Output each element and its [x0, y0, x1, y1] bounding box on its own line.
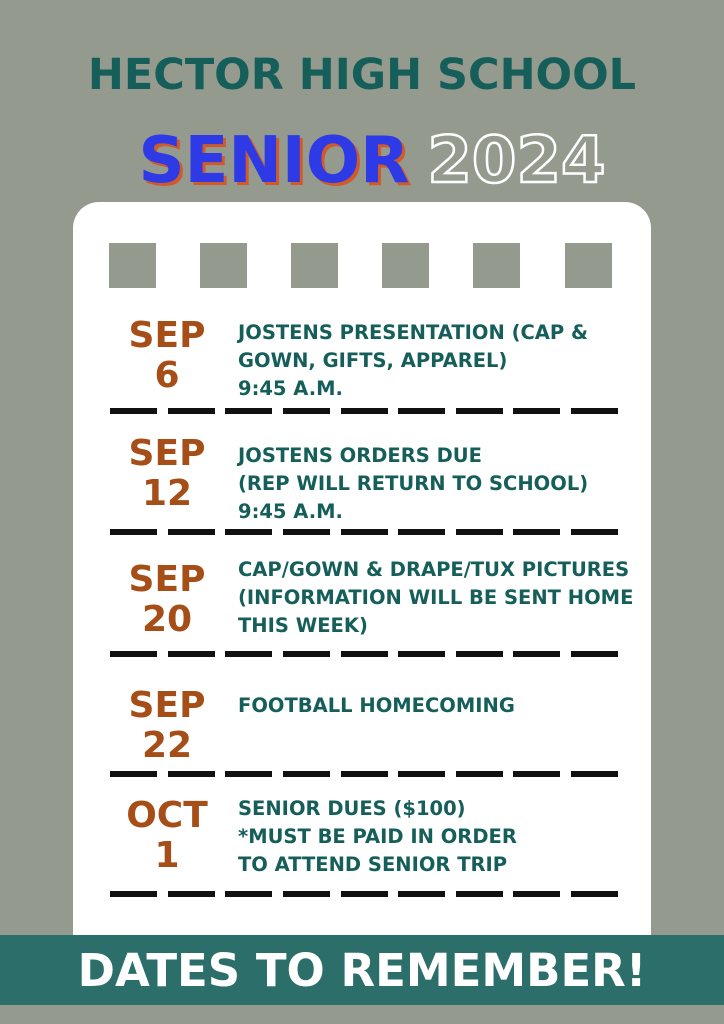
dashed-divider — [110, 651, 618, 657]
event-detail-line: JOSTENS ORDERS DUE — [238, 444, 482, 467]
divider-dash — [168, 891, 215, 897]
divider-dash — [456, 408, 503, 414]
divider-dash — [513, 651, 560, 657]
divider-dash — [341, 408, 388, 414]
divider-dash — [398, 771, 445, 777]
event-day: 12 — [141, 473, 193, 514]
divider-dash — [110, 891, 157, 897]
divider-dash — [571, 891, 618, 897]
divider-dash — [398, 891, 445, 897]
divider-dash — [398, 529, 445, 535]
divider-dash — [168, 408, 215, 414]
divider-dash — [225, 771, 272, 777]
event-detail-line: *MUST BE PAID IN ORDER — [238, 825, 517, 848]
divider-dash — [283, 651, 330, 657]
divider-dash — [110, 771, 157, 777]
event-month: SEP — [128, 433, 206, 474]
year-label: 2024 — [427, 124, 606, 198]
divider-dash — [225, 891, 272, 897]
divider-dash — [341, 651, 388, 657]
divider-dash — [456, 651, 503, 657]
event-month: OCT — [126, 795, 208, 836]
divider-dash — [571, 408, 618, 414]
dashed-divider — [110, 891, 618, 897]
event-detail-line: GOWN, GIFTS, APPAREL) — [238, 349, 508, 372]
dashed-divider — [110, 771, 618, 777]
event-detail-line: 9:45 A.M. — [238, 500, 343, 523]
event-date — [113, 686, 221, 766]
event-date — [113, 434, 221, 514]
school-title: HECTOR HIGH SCHOOL — [87, 50, 637, 100]
divider-dash — [513, 771, 560, 777]
divider-dash — [110, 529, 157, 535]
divider-dash — [225, 408, 272, 414]
event-detail-line: JOSTENS PRESENTATION (CAP & — [238, 321, 588, 344]
divider-dash — [513, 408, 560, 414]
event-day: 20 — [141, 599, 193, 640]
divider-dash — [341, 891, 388, 897]
divider-dash — [398, 651, 445, 657]
event-date — [113, 796, 221, 876]
divider-dash — [168, 771, 215, 777]
calendar-binding-hole — [473, 243, 520, 288]
calendar-card — [73, 202, 651, 992]
event-details — [238, 795, 638, 879]
calendar-binding-hole — [382, 243, 429, 288]
divider-dash — [225, 651, 272, 657]
dashed-divider — [110, 408, 618, 414]
divider-dash — [110, 408, 157, 414]
event-details — [238, 319, 638, 403]
event-detail-line: CAP/GOWN & DRAPE/TUX PICTURES — [238, 558, 630, 581]
divider-dash — [283, 891, 330, 897]
divider-dash — [341, 771, 388, 777]
event-day: 22 — [141, 725, 193, 766]
event-details — [238, 442, 638, 526]
event-details — [238, 692, 638, 720]
divider-dash — [398, 408, 445, 414]
calendar-binding-hole — [109, 243, 156, 288]
event-day: 1 — [154, 835, 180, 876]
event-day: 6 — [154, 355, 180, 396]
divider-dash — [456, 891, 503, 897]
divider-dash — [283, 771, 330, 777]
calendar-binding-hole — [291, 243, 338, 288]
divider-dash — [513, 529, 560, 535]
divider-dash — [225, 529, 272, 535]
event-date — [113, 560, 221, 640]
event-month: SEP — [128, 559, 206, 600]
divider-dash — [283, 408, 330, 414]
event-detail-line: FOOTBALL HOMECOMING — [238, 694, 515, 717]
event-detail-line: TO ATTEND SENIOR TRIP — [238, 853, 508, 876]
divider-dash — [456, 529, 503, 535]
divider-dash — [571, 651, 618, 657]
divider-dash — [168, 651, 215, 657]
divider-dash — [283, 529, 330, 535]
event-month: SEP — [128, 685, 206, 726]
senior-year-heading — [0, 125, 724, 197]
footer-title: DATES TO REMEMBER! — [77, 944, 647, 997]
divider-dash — [110, 651, 157, 657]
event-details — [238, 556, 638, 640]
dashed-divider — [110, 529, 618, 535]
divider-dash — [341, 529, 388, 535]
event-month: SEP — [128, 315, 206, 356]
event-detail-line: (REP WILL RETURN TO SCHOOL) — [238, 472, 589, 495]
senior-label: SENIOR — [138, 124, 410, 198]
event-detail-line: SENIOR DUES ($100) — [238, 797, 466, 820]
event-detail-line: 9:45 A.M. — [238, 377, 343, 400]
divider-dash — [571, 529, 618, 535]
event-date — [113, 316, 221, 396]
calendar-binding-hole — [565, 243, 612, 288]
divider-dash — [571, 771, 618, 777]
calendar-binding-hole — [200, 243, 247, 288]
event-detail-line: (INFORMATION WILL BE SENT HOME — [238, 586, 634, 609]
event-detail-line: THIS WEEK) — [238, 614, 368, 637]
divider-dash — [513, 891, 560, 897]
divider-dash — [456, 771, 503, 777]
divider-dash — [168, 529, 215, 535]
